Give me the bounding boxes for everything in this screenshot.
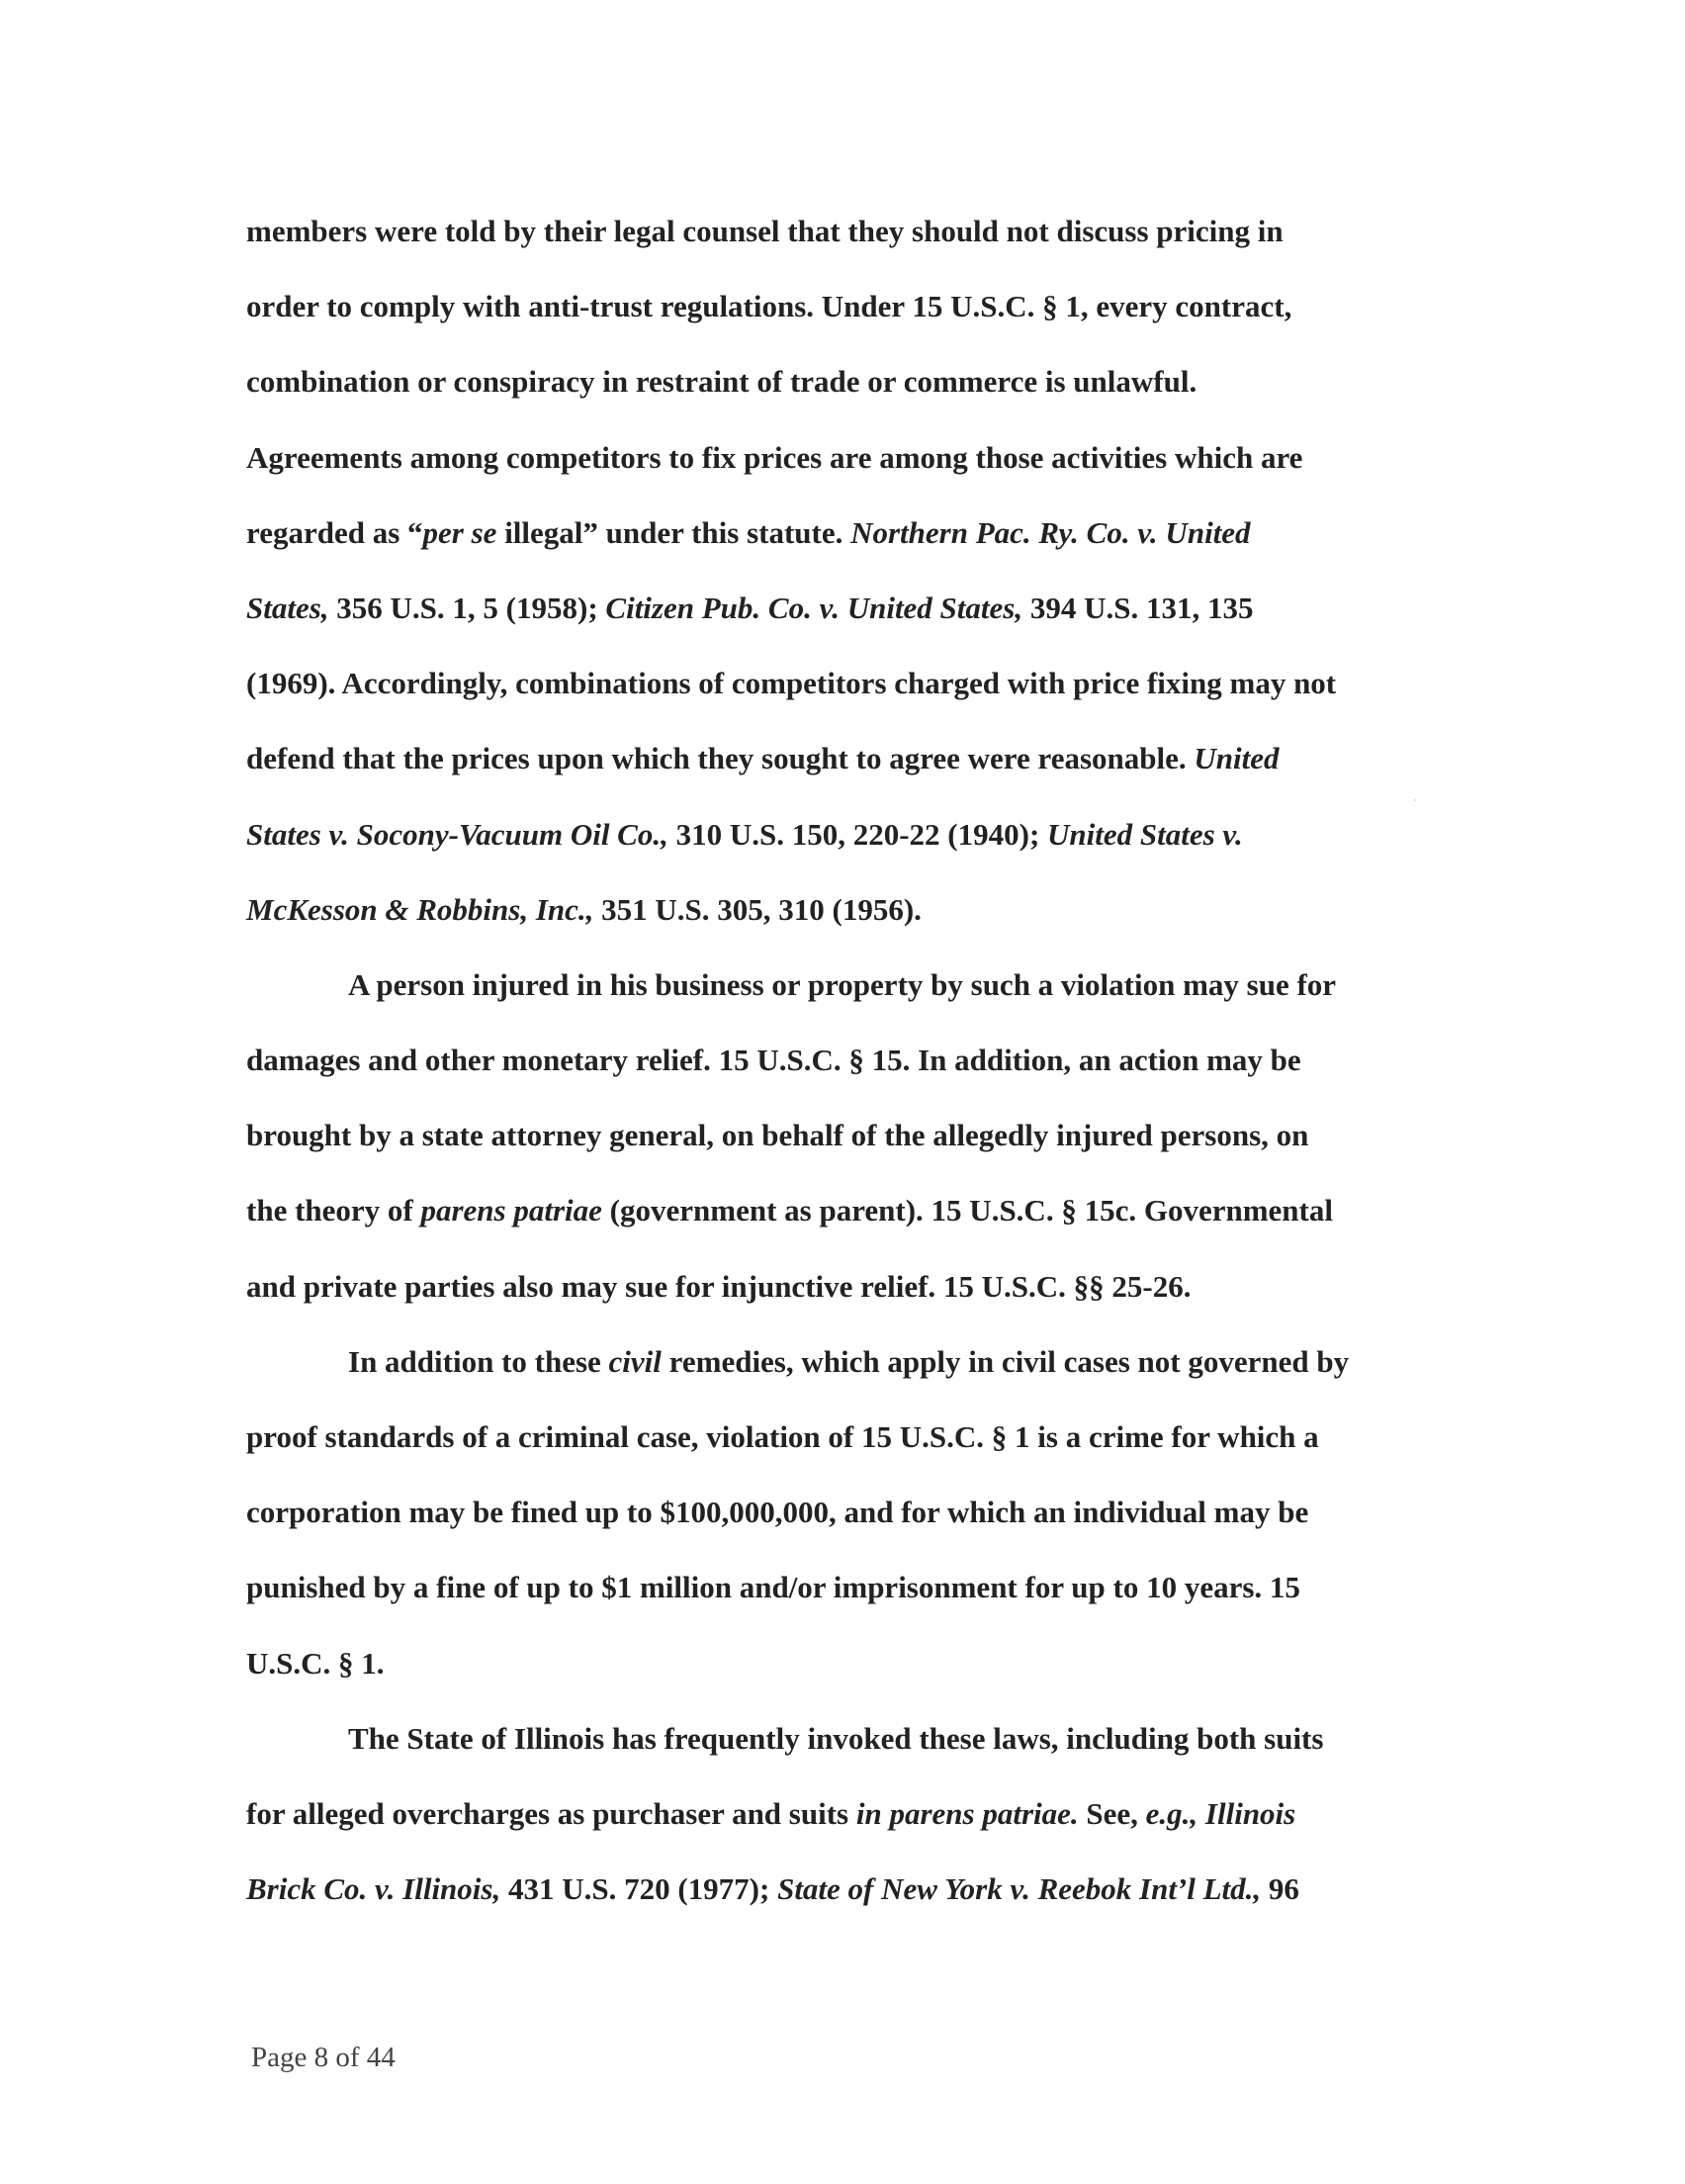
text-line (246, 721, 1443, 796)
text-run: defend that the prices upon which they sought to agree were reasonable. (246, 741, 1195, 776)
text-run: brought by a state attorney general, on behalf of the allegedly injured persons, on (246, 1118, 1309, 1153)
text-line (246, 1249, 1443, 1324)
text-run: In addition to these (348, 1343, 609, 1379)
text-run: See, (1078, 1795, 1146, 1831)
text-line (246, 1023, 1443, 1098)
text-run: 96 (1261, 1871, 1299, 1907)
text-run: A person injured in his business or property by such a violation may sue for (348, 966, 1337, 1002)
italic-text: Northern Pac. Ry. Co. v. United (850, 514, 1251, 550)
text-run: 356 U.S. 1, 5 (1958); (328, 590, 606, 625)
text-run: (government as parent). 15 U.S.C. § 15c. Governmental (601, 1193, 1333, 1228)
text-line (246, 1475, 1443, 1550)
text-run: 310 U.S. 150, 220-22 (1940); (667, 816, 1048, 852)
text-run: corporation may be fined up to $100,000,000, and for which an individual may be (246, 1495, 1309, 1530)
text-line (246, 1324, 1443, 1400)
text-run: the theory of (246, 1193, 421, 1228)
text-line (246, 1776, 1443, 1852)
text-run: damages and other monetary relief. 15 U.S.C. § 15. In addition, an action may be (246, 1043, 1301, 1078)
text-run: U.S.C. § 1. (246, 1645, 385, 1681)
text-run: (1969). Accordingly, combinations of competitors charged with price fixing may not (246, 666, 1337, 701)
text-line (246, 344, 1443, 419)
text-line (246, 420, 1443, 496)
text-line (246, 1701, 1443, 1776)
italic-text: United (1194, 741, 1280, 776)
text-line (246, 1852, 1443, 1927)
page-number-footer: Page 8 of 44 (251, 2042, 396, 2073)
text-run: for alleged overcharges as purchaser and suits (246, 1795, 856, 1831)
italic-text: Brick Co. v. Illinois, (246, 1871, 501, 1907)
text-line (246, 1173, 1443, 1248)
italic-text: Citizen Pub. Co. v. United States, (605, 590, 1023, 625)
text-run: and private parties also may sue for injunctive relief. 15 U.S.C. §§ 25-26. (246, 1268, 1192, 1304)
italic-text: civil (608, 1343, 662, 1379)
text-run: regarded as “ (246, 514, 423, 550)
italic-text: parens patriae (420, 1193, 602, 1228)
text-line (246, 646, 1443, 721)
text-run: remedies, which apply in civil cases not governed by (661, 1343, 1350, 1379)
text-line (246, 496, 1443, 571)
text-line (246, 1098, 1443, 1173)
text-run: members were told by their legal counsel that they should not discuss pricing in (246, 214, 1284, 248)
text-run: proof standards of a criminal case, violation of 15 U.S.C. § 1 is a crime for which a (246, 1419, 1319, 1454)
scan-speck (1414, 799, 1416, 801)
italic-text: United States v. (1047, 816, 1243, 852)
italic-text: State of New York v. Reebok Int’l Ltd., (777, 1871, 1262, 1907)
italic-text: States, (246, 590, 329, 625)
text-run: 431 U.S. 720 (1977); (500, 1871, 778, 1907)
text-run: combination or conspiracy in restraint of trade or commerce is unlawful. (246, 364, 1197, 400)
text-run: illegal” under this statute. (496, 514, 851, 550)
text-line (246, 872, 1443, 948)
text-run: Agreements among competitors to fix prices are among those activities which are (246, 439, 1303, 475)
text-line (246, 571, 1443, 646)
text-run: punished by a fine of up to $1 million and/or imprisonment for up to 10 years. 15 (246, 1570, 1300, 1605)
text-run: The State of Illinois has frequently invoked these laws, including both suits (348, 1720, 1324, 1756)
italic-text: in parens patriae. (855, 1795, 1079, 1831)
text-line (246, 1626, 1443, 1701)
text-line (246, 948, 1443, 1023)
text-line (246, 1400, 1443, 1475)
document-body (246, 194, 1443, 1927)
text-line (246, 1550, 1443, 1625)
italic-text: per se (422, 514, 497, 550)
text-run: order to comply with anti-trust regulations. Under 15 U.S.C. § 1, every contract, (246, 289, 1292, 324)
italic-text: McKesson & Robbins, Inc., (246, 891, 594, 927)
text-run: 394 U.S. 131, 135 (1022, 590, 1254, 625)
text-line (246, 194, 1443, 269)
text-line (246, 269, 1443, 344)
text-line (246, 797, 1443, 872)
italic-text: e.g., Illinois (1145, 1795, 1296, 1831)
text-run: 351 U.S. 305, 310 (1956). (593, 891, 922, 927)
italic-text: States v. Socony-Vacuum Oil Co., (246, 816, 668, 852)
